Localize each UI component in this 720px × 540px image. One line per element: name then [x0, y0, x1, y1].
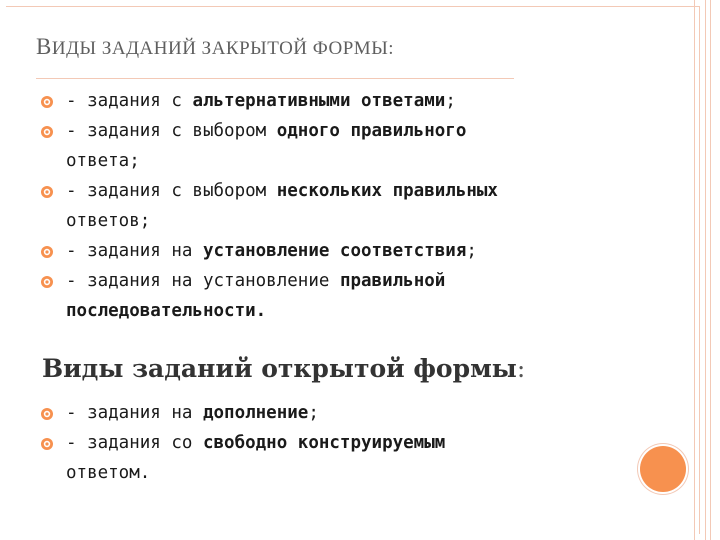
gear-bullet-icon [40, 245, 54, 259]
item-bold: дополнение [202, 403, 309, 423]
item-bold: свободно конструируемым [202, 433, 446, 453]
item-bold: одного правильного [276, 121, 467, 141]
closed-form-list [40, 86, 640, 326]
item-line2: ответом. [66, 463, 151, 483]
item-prefix: - задания с выбором [66, 121, 277, 141]
item-prefix: - задания с выбором [66, 181, 277, 201]
open-heading-text: Виды заданий открытой формы [42, 354, 517, 383]
item-suffix: ; [445, 91, 456, 111]
open-form-list [40, 398, 640, 488]
item-suffix: ; [308, 403, 319, 423]
item-prefix: - задания на установление [66, 271, 340, 291]
frame-right-inner [705, 0, 711, 540]
item-line2: последовательности. [66, 301, 267, 321]
list-item [40, 176, 640, 236]
item-bold: правильной [339, 271, 446, 291]
item-suffix: ; [466, 241, 477, 261]
open-heading-suffix: : [516, 354, 526, 383]
open-form-heading [42, 354, 525, 383]
item-line2: ответа; [66, 151, 140, 171]
item-prefix: - задания со [66, 433, 203, 453]
list-item [40, 428, 640, 488]
item-prefix: - задания на [66, 403, 203, 423]
item-bold: альтернативными ответами [192, 91, 446, 111]
list-item [40, 86, 640, 116]
item-prefix: - задания на [66, 241, 203, 261]
list-item [40, 116, 640, 176]
item-bold: нескольких правильных [276, 181, 498, 201]
gear-bullet-icon [40, 125, 54, 139]
item-line2: ответов; [66, 211, 151, 231]
gear-bullet-icon [40, 437, 54, 451]
gear-bullet-icon [40, 185, 54, 199]
orange-circle-decoration [640, 446, 686, 492]
list-item [40, 398, 640, 428]
title-underline [36, 78, 514, 79]
gear-bullet-icon [40, 275, 54, 289]
list-item [40, 266, 640, 326]
gear-bullet-icon [40, 95, 54, 109]
item-bold: установление соответствия [202, 241, 467, 261]
title-first-letter: В [36, 34, 52, 59]
title-rest: ИДЫ ЗАДАНИЙ ЗАКРЫТОЙ ФОРМЫ [51, 38, 389, 59]
item-prefix: - задания с [66, 91, 193, 111]
gear-bullet-icon [40, 407, 54, 421]
slide-title [36, 34, 394, 60]
title-suffix: : [388, 38, 395, 59]
list-item [40, 236, 640, 266]
